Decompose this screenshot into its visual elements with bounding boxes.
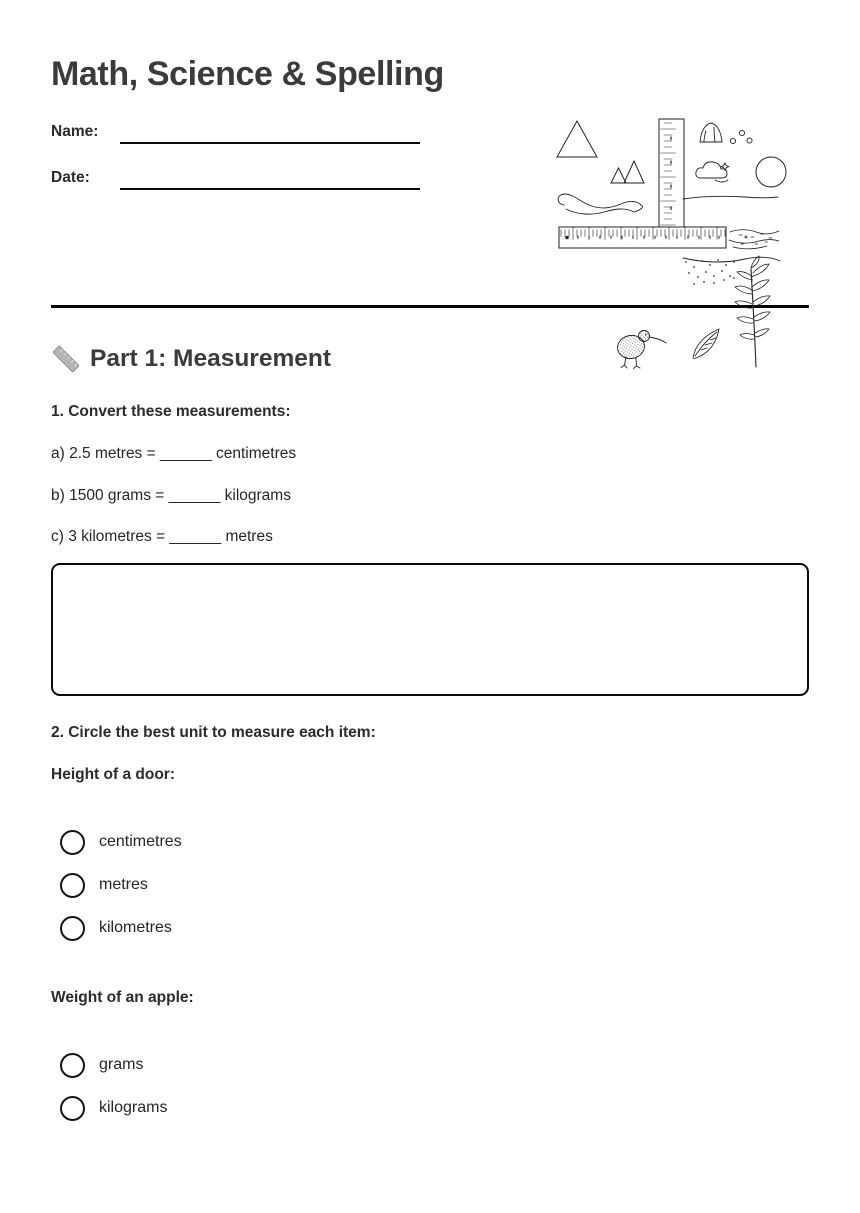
date-label: Date: <box>51 169 90 186</box>
question2-group1-label: Height of a door: <box>51 765 175 783</box>
option-label-kilograms: kilograms <box>99 1099 168 1116</box>
question1-item-a: a) 2.5 metres = ______ centimetres <box>51 445 297 462</box>
vertical-ruler-icon <box>659 119 684 227</box>
option-row-grams <box>51 1053 809 1078</box>
kiwi-icon <box>615 331 666 369</box>
question1-answer-input[interactable] <box>51 563 809 696</box>
option-row-kilograms <box>51 1096 809 1121</box>
option-row-centimetres <box>51 830 809 855</box>
worm-icon <box>558 194 642 214</box>
option-label-grams: grams <box>99 1056 144 1073</box>
date-field-row <box>51 166 420 190</box>
pebbles-icon <box>730 130 752 143</box>
question2-prompt: 2. Circle the best unit to measure each item: <box>51 724 376 741</box>
radio-metres[interactable] <box>60 873 85 898</box>
option-label-kilometres: kilometres <box>99 919 172 936</box>
question1-prompt: 1. Convert these measurements: <box>51 403 291 420</box>
sand-icon <box>685 259 735 285</box>
mountains-icon <box>557 121 644 183</box>
question1-item-c: c) 3 kilometres = ______ metres <box>51 528 273 545</box>
name-field-row <box>51 120 420 144</box>
sun-icon <box>756 157 786 187</box>
part1-heading-text: Part 1: Measurement <box>90 345 332 372</box>
fern-icon <box>735 256 770 367</box>
measurement-illustration <box>543 107 795 369</box>
option-row-kilometres <box>51 916 809 941</box>
radio-grams[interactable] <box>60 1053 85 1078</box>
water-icon <box>729 230 779 249</box>
page-title: Math, Science & Spelling <box>51 55 444 93</box>
ruler-icon <box>51 344 81 374</box>
radio-kilometres[interactable] <box>60 916 85 941</box>
name-label: Name: <box>51 123 99 140</box>
horizontal-ruler-icon <box>559 227 726 248</box>
radio-kilograms[interactable] <box>60 1096 85 1121</box>
date-input[interactable] <box>120 166 420 190</box>
option-row-metres <box>51 873 809 898</box>
question1-item-b: b) 1500 grams = ______ kilograms <box>51 486 291 504</box>
name-input[interactable] <box>120 120 420 144</box>
feather-icon <box>693 329 719 358</box>
radio-centimetres[interactable] <box>60 830 85 855</box>
option-label-centimetres: centimetres <box>99 833 182 850</box>
option-label-metres: metres <box>99 876 148 893</box>
cloud-icon <box>696 162 729 182</box>
rock-pile-icon <box>700 123 722 142</box>
worksheet-page <box>0 52 860 1213</box>
question2-group2-label: Weight of an apple: <box>51 988 194 1006</box>
